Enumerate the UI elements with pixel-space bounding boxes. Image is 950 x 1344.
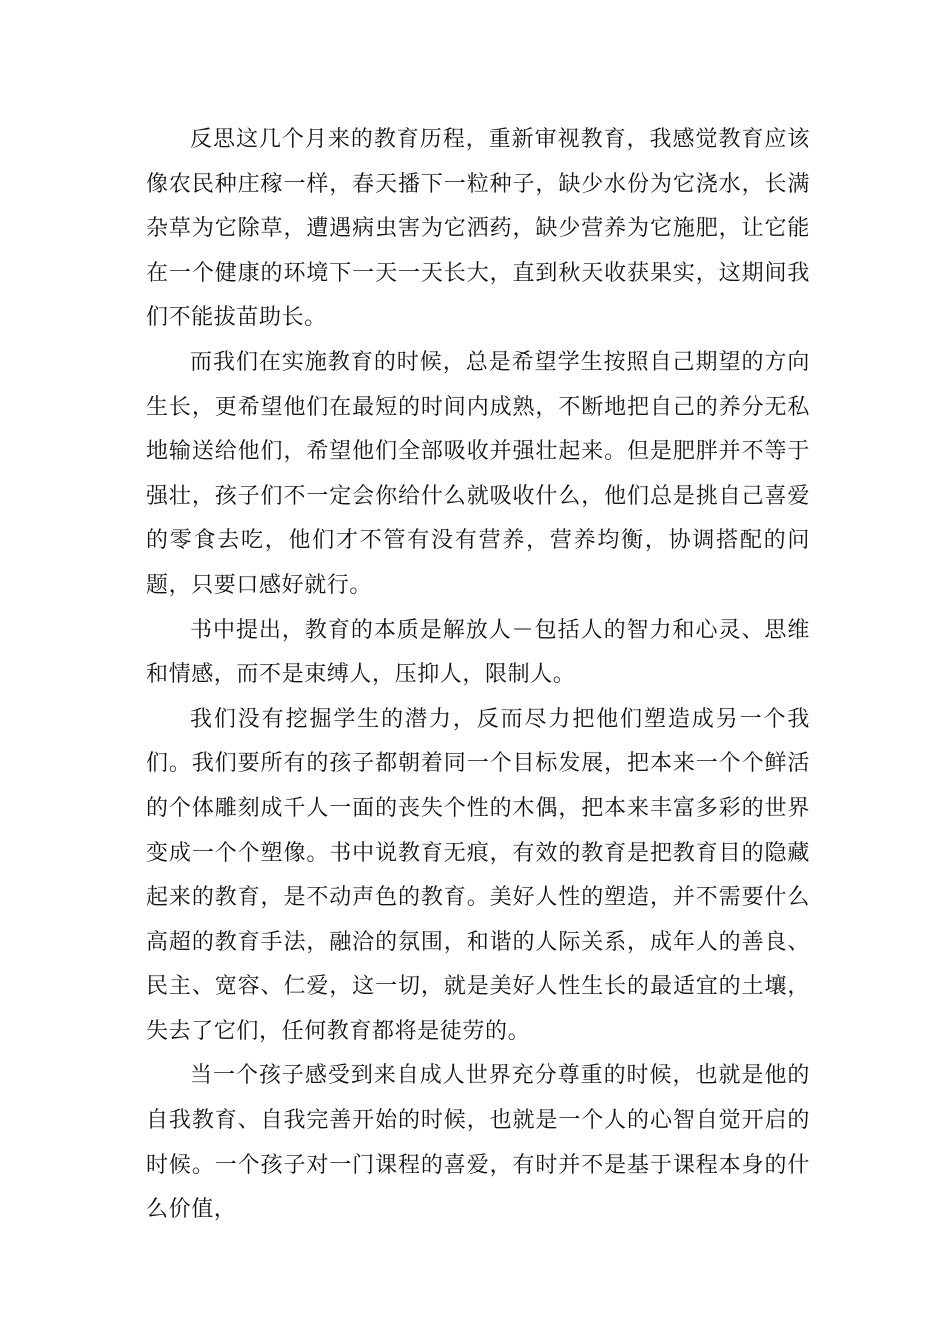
paragraph-4: 我们没有挖掘学生的潜力，反而尽力把他们塑造成另一个我们。我们要所有的孩子都朝着同一个目标发展，把本来一个个鲜活的个体雕刻成千人一面的丧失个性的木偶，把本来丰富多彩的世界变成一个个塑像。书中说教育无痕，有效的教育是把教育目的隐藏起来的教育，是不动声色的教育。美好人性的塑造，并不需要什么高超的教育手法，融洽的氛围，和谐的人际关系，成年人的善良、民主、宽容、仁爱，这一切，就是美好人性生长的最适宜的土壤，失去了它们，任何教育都将是徒劳的。 (146, 706, 810, 1044)
paragraph-3: 书中提出，教育的本质是解放人－包括人的智力和心灵、思维和情感，而不是束缚人，压抑人，限制人。 (146, 617, 810, 688)
document-body (146, 118, 810, 1233)
paragraph-1: 反思这几个月来的教育历程，重新审视教育，我感觉教育应该像农民种庄稼一样，春天播下一粒种子，缺少水份为它浇水，长满杂草为它除草，遭遇病虫害为它洒药，缺少营养为它施肥，让它能在一个健康的环境下一天一天长大，直到秋天收获果实，这期间我们不能拔苗助长。 (146, 127, 810, 331)
paragraph-5: 当一个孩子感受到来自成人世界充分尊重的时候，也就是他的自我教育、自我完善开始的时候，也就是一个人的心智自觉开启的时候。一个孩子对一门课程的喜爱，有时并不是基于课程本身的什么价值， (146, 1063, 810, 1223)
paragraph-2: 而我们在实施教育的时候，总是希望学生按照自己期望的方向生长，更希望他们在最短的时间内成熟，不断地把自己的养分无私地输送给他们，希望他们全部吸收并强壮起来。但是肥胖并不等于强壮，孩子们不一定会你给什么就吸收什么，他们总是挑自己喜爱的零食去吃，他们才不管有没有营养，营养均衡，协调搭配的问题，只要口感好就行。 (146, 349, 810, 598)
